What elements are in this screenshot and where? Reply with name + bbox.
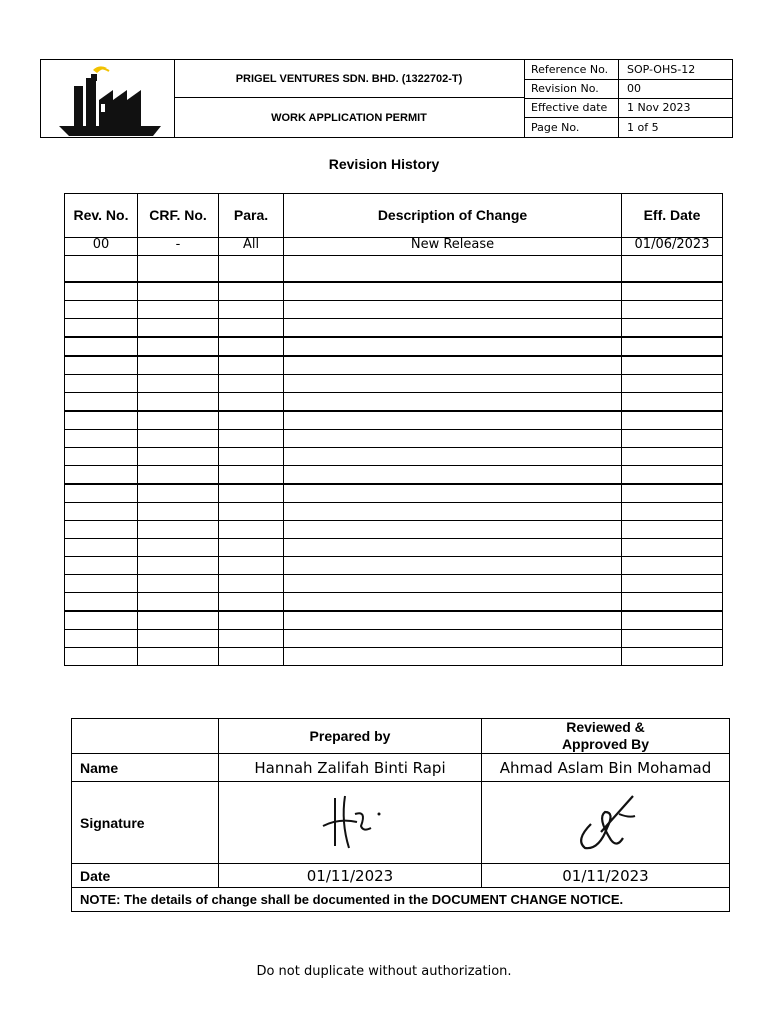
table-row-empty: [65, 356, 723, 375]
cell-para: All: [219, 238, 284, 256]
table-row: [65, 238, 723, 256]
name-label: Name: [72, 754, 219, 782]
table-row-empty: [65, 575, 723, 593]
table-row-empty: [65, 557, 723, 575]
document-header: [40, 59, 733, 138]
column-header-crf-no: CRF. No.: [138, 194, 219, 238]
revision-history-table: [64, 193, 723, 666]
table-row-empty: [65, 521, 723, 539]
table-row-empty: [65, 611, 723, 630]
reviewed-signature: [482, 782, 730, 864]
prepared-date: 01/11/2023: [219, 864, 482, 888]
approval-header-row: [72, 719, 730, 754]
factory-ship-logo: [41, 60, 174, 137]
cell-rev-no: 00: [65, 238, 138, 256]
meta-reference: Reference No. SOP-OHS-12: [525, 60, 732, 80]
table-row-empty: [65, 648, 723, 666]
reviewed-name: Ahmad Aslam Bin Mohamad: [482, 754, 730, 782]
table-row-empty: [65, 593, 723, 612]
footer-notice: Do not duplicate without authorization.: [256, 964, 512, 979]
reviewed-by-header: Reviewed & Approved By: [482, 719, 730, 754]
meta-effective-date: Effective date 1 Nov 2023: [525, 98, 732, 118]
prepared-signature: [219, 782, 482, 864]
approval-table: [71, 718, 730, 912]
revision-history-title: Revision History: [328, 156, 440, 172]
name-row: [72, 754, 730, 782]
table-row-empty: [65, 282, 723, 301]
table-row-empty: [65, 448, 723, 466]
prepared-by-header: Prepared by: [219, 719, 482, 754]
company-name: PRIGEL VENTURES SDN. BHD. (1322702-T): [174, 60, 524, 98]
table-row-empty: [65, 256, 723, 283]
signature-label: Signature: [72, 782, 219, 864]
date-row: [72, 864, 730, 888]
document-title: WORK APPLICATION PERMIT: [271, 111, 427, 124]
table-row-empty: [65, 301, 723, 319]
table-header-row: [65, 194, 723, 238]
table-row-empty: [65, 466, 723, 485]
column-header-rev-no: Rev. No.: [65, 194, 138, 238]
change-note: NOTE: The details of change shall be documented in the DOCUMENT CHANGE NOTICE.: [72, 888, 730, 912]
table-row-empty: [65, 539, 723, 557]
handwritten-signature-icon: [561, 788, 651, 854]
table-row-empty: [65, 630, 723, 648]
table-row-empty: [65, 503, 723, 521]
table-row-empty: [65, 375, 723, 393]
document-meta: [525, 60, 732, 137]
date-label: Date: [72, 864, 219, 888]
meta-page-no: Page No. 1 of 5: [525, 117, 732, 137]
cell-eff-date: 01/06/2023: [622, 238, 723, 256]
column-header-eff-date: Eff. Date: [622, 194, 723, 238]
signature-row: [72, 782, 730, 864]
table-row-empty: [65, 319, 723, 338]
note-row: [72, 888, 730, 912]
reviewed-date: 01/11/2023: [482, 864, 730, 888]
prepared-name: Hannah Zalifah Binti Rapi: [219, 754, 482, 782]
column-header-description: Description of Change: [284, 194, 622, 238]
table-row-empty: [65, 393, 723, 412]
table-row-empty: [65, 430, 723, 448]
cell-description: New Release: [284, 238, 622, 256]
column-header-para: Para.: [219, 194, 284, 238]
meta-revision: Revision No. 00: [525, 79, 732, 99]
table-row-empty: [65, 484, 723, 503]
cell-crf-no: -: [138, 238, 219, 256]
table-row-empty: [65, 411, 723, 430]
handwritten-signature-icon: [305, 788, 395, 854]
company-logo: [41, 60, 175, 137]
table-row-empty: [65, 337, 723, 356]
